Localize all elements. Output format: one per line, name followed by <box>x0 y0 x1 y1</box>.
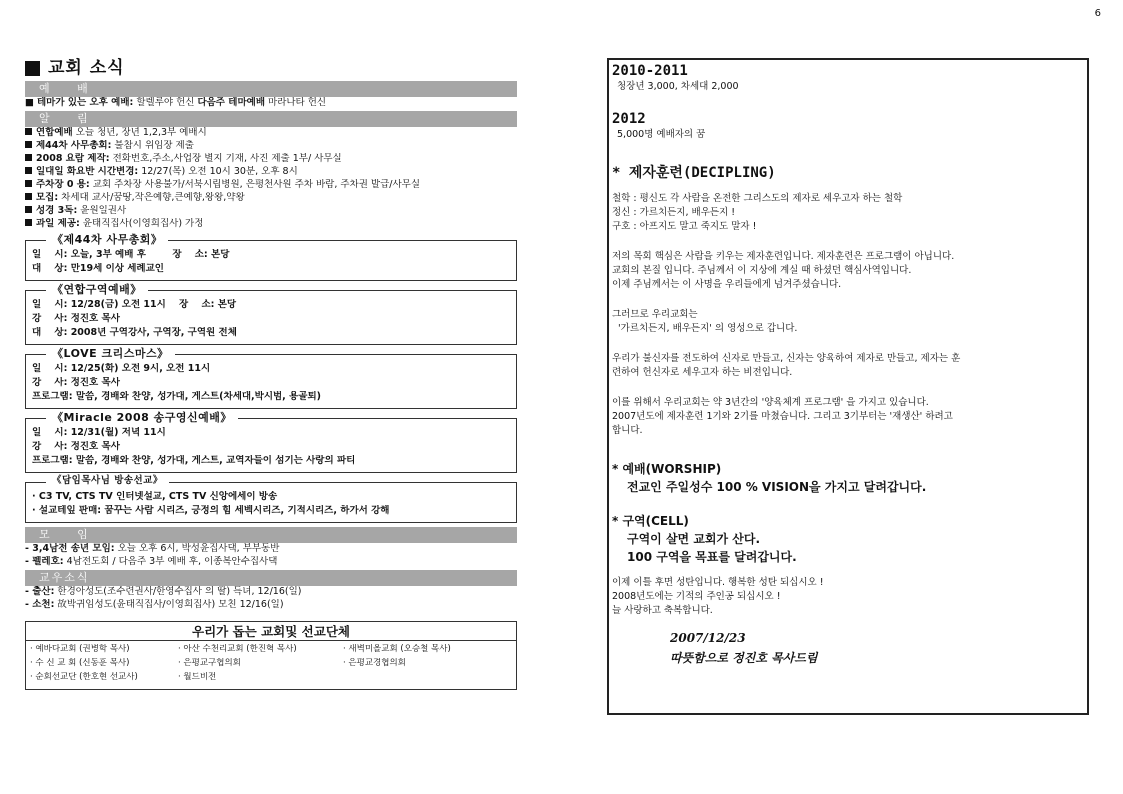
cell-vision-text: 구역이 살면 교회가 산다. <box>627 532 761 546</box>
square-bullet-icon <box>25 61 40 76</box>
support-cell: · 은평교구협의회 <box>178 658 241 668</box>
left-column <box>25 56 517 690</box>
support-cell: · 새벽미올교회 (오승철 목사) <box>343 644 451 654</box>
notice-text: 차세대 교사/꿈땅,작은예향,큰예향,왕왕,약왕 <box>58 192 245 203</box>
square-bullet-icon <box>25 206 32 213</box>
support-row <box>30 658 512 672</box>
notice-label: 주차장 0 용: <box>36 179 90 190</box>
notice-label: 성경 3독: <box>36 205 78 216</box>
notice-item <box>25 127 517 140</box>
event-box-line: · C3 TV, CTS TV 인터넷설교, CTS TV 신앙에세이 방송 <box>32 491 278 502</box>
meeting-item-text: 4남전도회 / 다음주 3부 예배 후, 이종복안수집사댁 <box>63 556 278 567</box>
meetings-list <box>25 543 517 569</box>
event-box-title: 《제44차 사무총회》 <box>46 233 168 248</box>
paragraph-vision: 우리가 불신자를 전도하여 신자로 만들고, 신자는 양육하여 제자로 만들고, 제자는 훈 련하여 헌신자로 세우고자 하는 비전입니다. <box>612 353 961 378</box>
member-item <box>25 586 517 599</box>
meeting-item <box>25 556 517 569</box>
notice-label: 2008 요람 제작: <box>36 153 110 164</box>
event-box-line: · 설교테잎 판매: 꿈꾸는 사람 시리즈, 긍정의 힘 세벡시리즈, 기적시리즈, 하가서 강해 <box>32 505 390 516</box>
notice-text: 전화번호,주소,사업장 별지 기재, 사진 제출 1부/ 사무실 <box>109 153 342 164</box>
philosophy-line: 구호 : 아프지도 말고 죽지도 말자 ! <box>612 221 757 232</box>
notice-text: 윤원일권사 <box>77 205 127 216</box>
event-box-title: 《Miracle 2008 송구영신예배》 <box>46 411 238 426</box>
notices-header: 알 림 <box>25 111 517 127</box>
member-item-label: - 출산: <box>25 586 55 597</box>
member-item <box>25 599 517 612</box>
notice-label: 과일 제공: <box>36 218 80 229</box>
event-box-title: 《연합구역예배》 <box>46 283 148 298</box>
notice-text: 불참시 위임장 제출 <box>111 140 194 151</box>
notice-item <box>25 205 517 218</box>
member-item-text: 故박귀임성도(윤태직집사/이영희집사) 모친 12/16(일) <box>54 599 284 610</box>
support-cell: · 예바다교회 (권병학 목사) <box>30 644 130 654</box>
page-number: 6 <box>1094 8 1101 19</box>
vision-heading-2010: 2010-2011 <box>612 63 688 79</box>
vision-text-2010: 청장년 3,000, 차세대 2,000 <box>617 81 739 92</box>
event-box-line: 대 상: 2008년 구역강사, 구역장, 구역원 전체 <box>32 327 237 338</box>
event-box-title: 《담임목사님 방송선교》 <box>46 475 169 488</box>
members-list <box>25 586 517 612</box>
support-cell: · 순회선교단 (한호현 선교사) <box>30 672 138 682</box>
event-box <box>25 411 517 473</box>
notice-label: 일대일 화요반 시간변경: <box>36 166 139 177</box>
square-bullet-icon <box>25 219 32 226</box>
notice-label: 제44차 사무총회: <box>36 140 112 151</box>
notice-item <box>25 218 517 231</box>
meeting-item <box>25 543 517 556</box>
worship-line: ■ 테마가 있는 오후 예배: 할렐루야 헌신 다음주 테마예배 마라나타 헌신 <box>25 97 327 108</box>
square-bullet-icon <box>25 180 32 187</box>
notice-label: 모집: <box>36 192 59 203</box>
event-box-line: 강 사: 정진호 목사 <box>32 313 120 324</box>
support-cell: · 아산 수천리교회 (한진혁 목사) <box>178 644 297 654</box>
notices-list <box>25 127 517 231</box>
notice-item <box>25 140 517 153</box>
notice-item <box>25 153 517 166</box>
cell-vision-text: 100 구역을 목표를 달려갑니다. <box>627 550 797 564</box>
meeting-item-label: - 3,4남전 송년 모임: <box>25 543 115 554</box>
event-box-title: 《LOVE 크리스마스》 <box>46 347 175 362</box>
paragraph-program: 이를 위해서 우리교회는 약 3년간의 '양육체계 프로그램' 을 가지고 있습니다. 2007년도에 제자훈련 1기와 2기를 마쳤습니다. 그리고 3기부터는 '재생산' 하려고 합니다. <box>612 397 953 436</box>
notice-text: 12/27(목) 오전 10시 30분, 오후 8시 <box>138 166 298 177</box>
event-box-line: 프로그램: 말씀, 경배와 찬양, 성가대, 게스트(차세대,박시범, 용골퇴) <box>32 391 321 402</box>
discipling-heading: * 제자훈련(DECIPLING) <box>612 165 776 181</box>
worship-header: 예 배 <box>25 81 517 97</box>
support-title: 우리가 돕는 교회및 선교단체 <box>26 622 516 641</box>
meetings-header: 모 임 <box>25 527 517 543</box>
event-box-line: 일 시: 12/31(월) 저녁 11시 <box>32 427 166 438</box>
cell-vision-heading: * 구역(CELL) <box>612 514 689 528</box>
notice-text: 오늘 청년, 장년 1,2,3부 예배시 <box>72 127 207 138</box>
closing-paragraph: 이제 이틀 후면 성탄입니다. 행복한 성탄 되십시오 ! 2008년도에는 기적의 주인공 되십시오 ! 늘 사랑하고 축복합니다. <box>612 577 824 616</box>
meeting-item-label: - 펠레호: <box>25 556 64 567</box>
event-box-line: 대 상: 만19세 이상 세례교인 <box>32 263 164 274</box>
square-bullet-icon <box>25 167 32 174</box>
signature-date: 2007/12/23 <box>670 631 746 645</box>
support-table <box>25 621 517 690</box>
member-item-text: 한경아성도(조수련권사/한영수집사 의 딸) 득녀, 12/16(일) <box>54 586 302 597</box>
event-box <box>25 283 517 345</box>
event-boxes <box>25 233 517 523</box>
philosophy-block <box>612 192 1084 234</box>
signature: 따뜻함으로 정진호 목사드림 <box>670 651 818 665</box>
paragraph-ministry: 저의 목회 핵심은 사람을 키우는 제자훈련입니다. 제자훈련은 프로그램이 아닙니다. 교회의 본질 입니다. 주님께서 이 지상에 계실 때 하셨던 핵심사역입니다. 이제 주님께서는 이 사명을 우리들에게 넘겨주셨습니다. <box>612 251 955 290</box>
members-header: 교우소식 <box>25 570 517 586</box>
square-bullet-icon <box>25 128 32 135</box>
event-box-line: 프로그램: 말씀, 경배와 찬양, 성가대, 게스트, 교역자들이 섬기는 사랑의 파티 <box>32 455 356 466</box>
vision-panel <box>607 58 1089 715</box>
event-box-line: 일 시: 12/28(금) 오전 11시 장 소: 본당 <box>32 299 237 310</box>
square-bullet-icon <box>25 193 32 200</box>
support-cell: · 은평교경협의회 <box>343 658 406 668</box>
event-box <box>25 475 517 523</box>
notice-item <box>25 166 517 179</box>
notice-label: 연합예배 <box>36 127 73 138</box>
event-box-line: 일 시: 오늘, 3부 예배 후 장 소: 본당 <box>32 249 230 260</box>
support-rows <box>26 641 516 689</box>
notice-item <box>25 179 517 192</box>
support-cell: · 수 신 교 회 (신동훈 목사) <box>30 658 130 668</box>
meeting-item-text: 오늘 오후 6시, 박성윤집사댁, 부부동반 <box>114 543 280 554</box>
member-item-label: - 소천: <box>25 599 55 610</box>
event-box <box>25 233 517 281</box>
support-cell: · 월드비전 <box>178 672 217 682</box>
support-cell <box>343 672 491 686</box>
square-bullet-icon <box>25 154 32 161</box>
philosophy-line: 철학 : 평신도 각 사람을 온전한 그리스도의 제자로 세우고자 하는 철학 <box>612 193 903 204</box>
notice-item <box>25 192 517 205</box>
support-row <box>30 644 512 658</box>
worship-vision-heading: * 예배(WORSHIP) <box>612 462 722 476</box>
notice-text: 교회 주차장 사용불가/서북시립병원, 은평천사원 주차 바람, 주차권 발급/사무실 <box>89 179 420 190</box>
support-row <box>30 672 512 686</box>
notice-text: 윤태직집사(이영희집사) 가정 <box>79 218 204 229</box>
event-box-line: 일 시: 12/25(화) 오전 9시, 오전 11시 <box>32 363 211 374</box>
paragraph-therefore: 그러므로 우리교회는 '가르치든지, 배우든지' 의 영성으로 갑니다. <box>612 309 798 334</box>
section-title: 교회 소식 <box>25 56 517 80</box>
event-box-line: 강 사: 정진호 목사 <box>32 441 120 452</box>
vision-heading-2012: 2012 <box>612 111 646 127</box>
event-box <box>25 347 517 409</box>
square-bullet-icon <box>25 141 32 148</box>
event-box-line: 강 사: 정진호 목사 <box>32 377 120 388</box>
vision-text-2012: 5,000명 예배자의 꿈 <box>617 129 706 140</box>
philosophy-line: 정신 : 가르치든지, 배우든지 ! <box>612 207 736 218</box>
worship-vision-text: 전교인 주일성수 100 % VISION을 가지고 달려갑니다. <box>627 480 927 494</box>
